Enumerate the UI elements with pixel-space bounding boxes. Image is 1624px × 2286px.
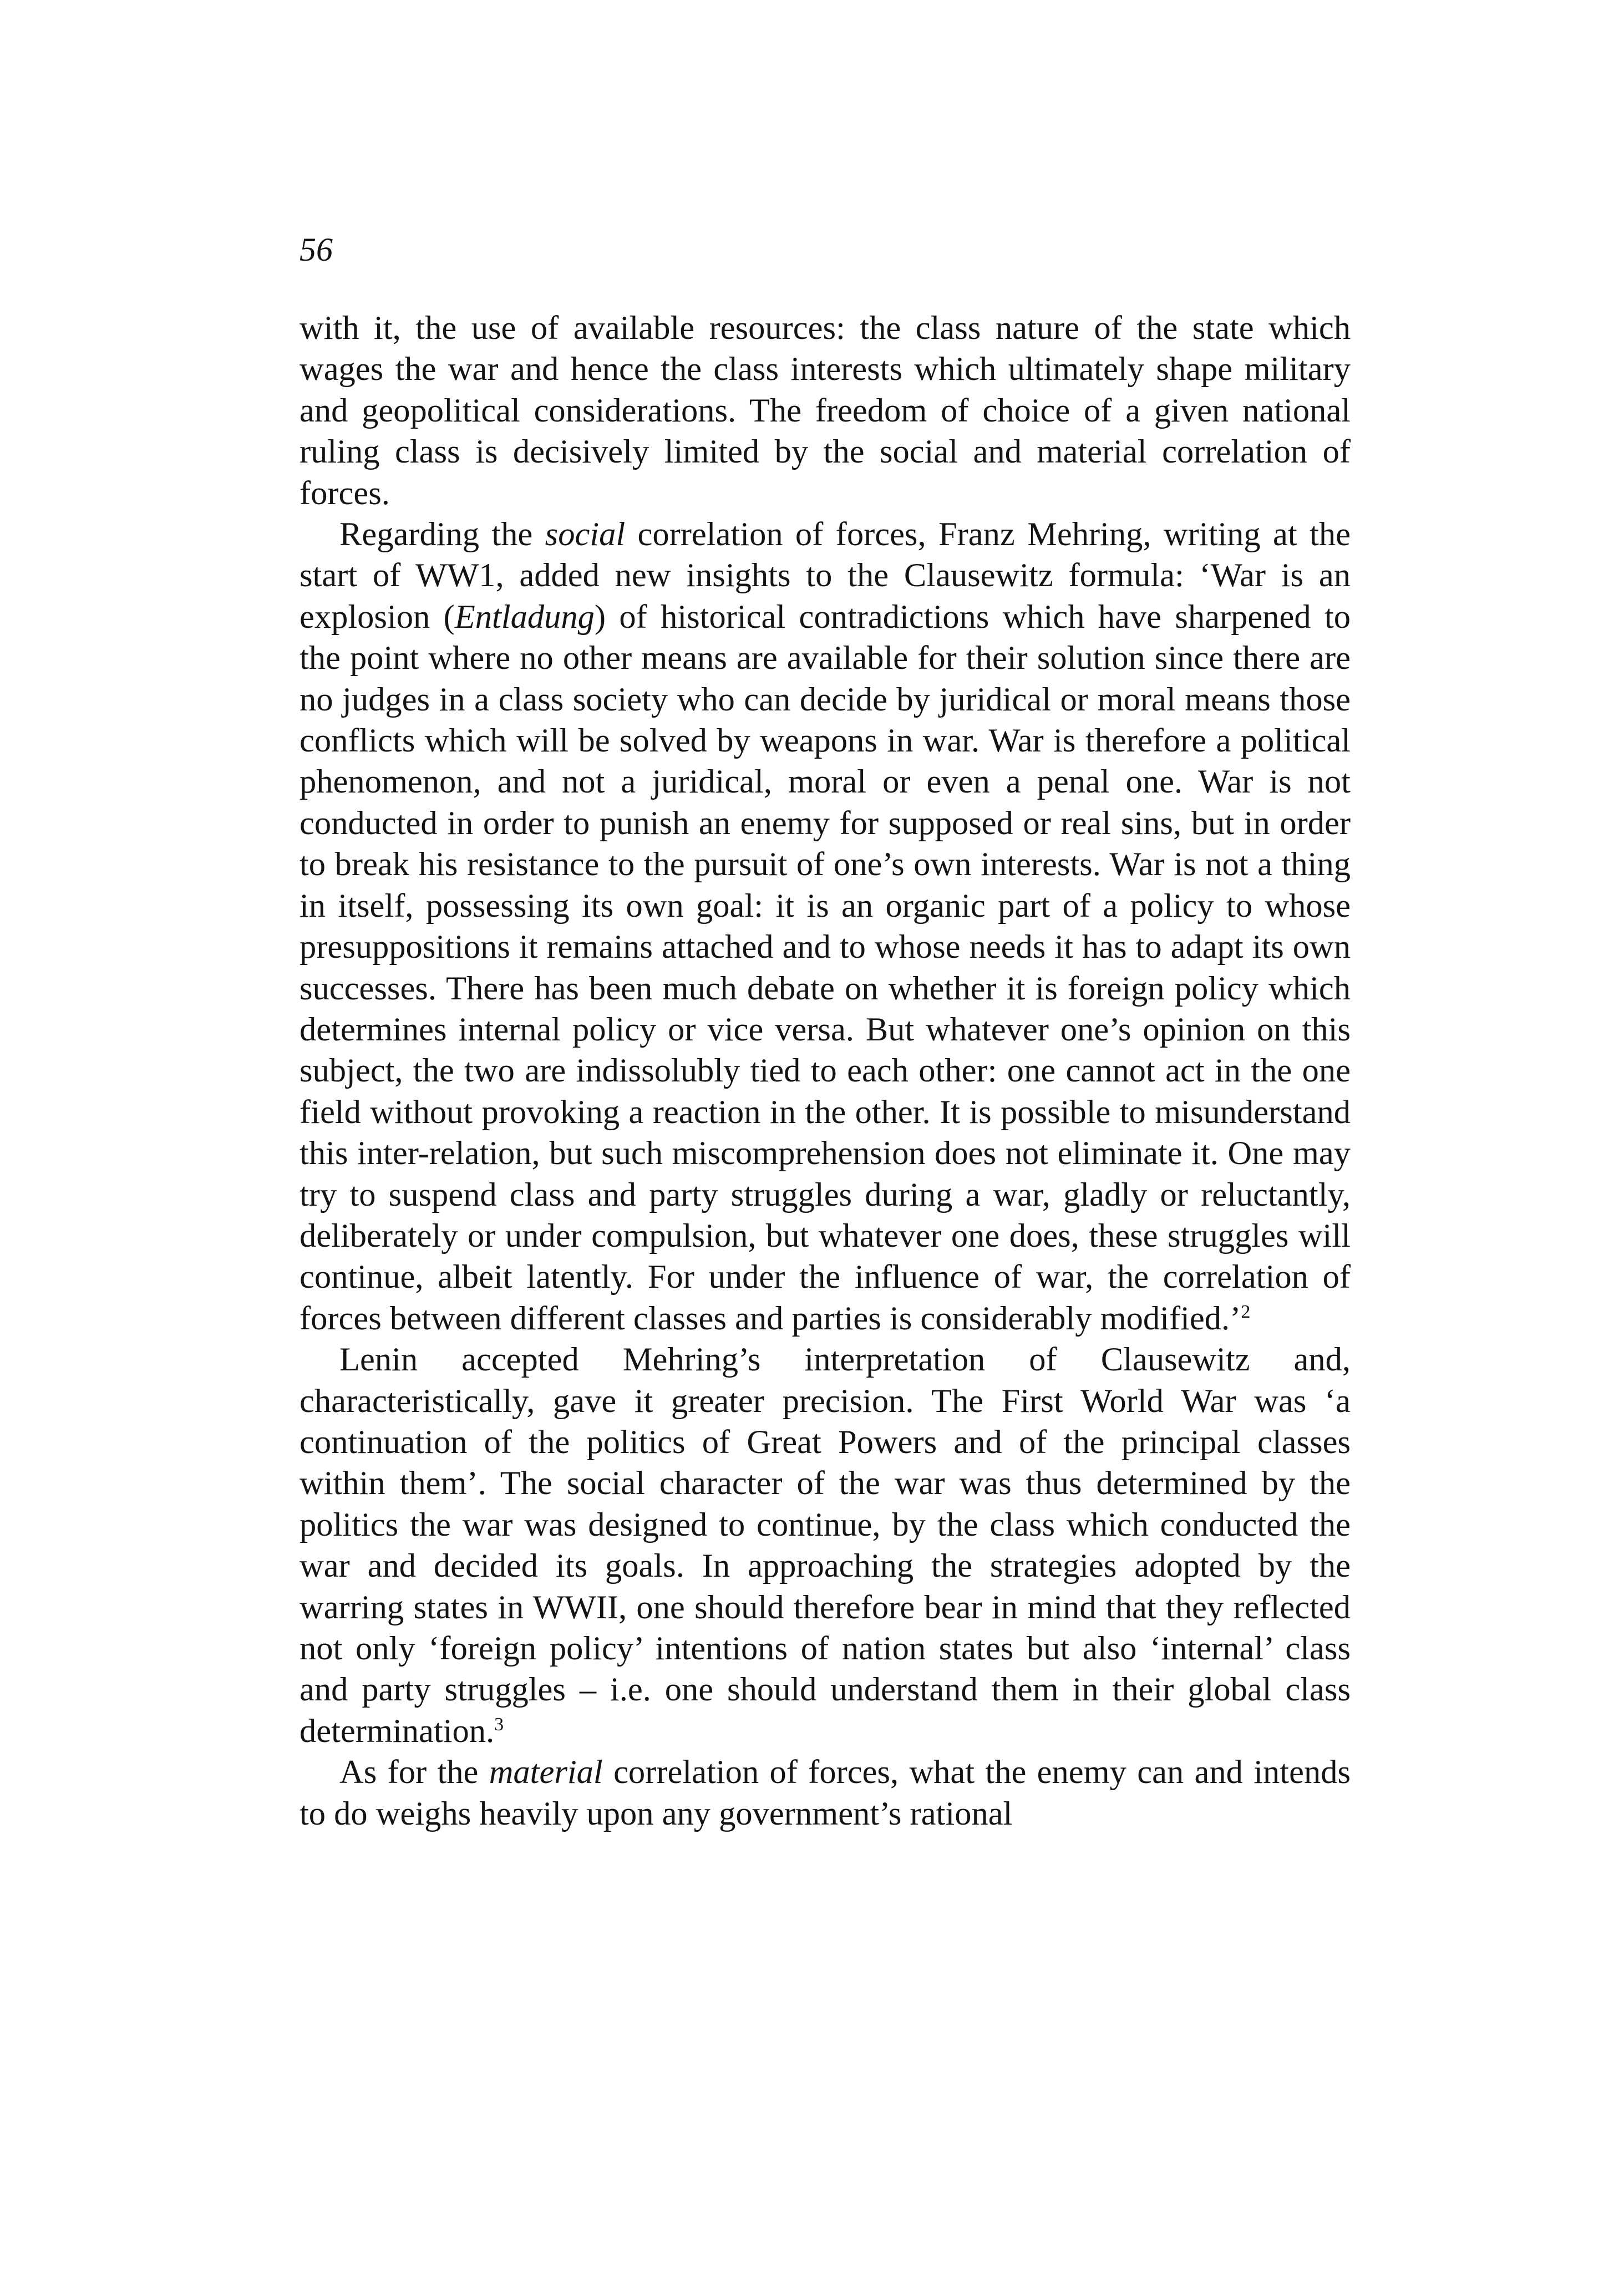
paragraph xyxy=(300,1752,1351,1835)
footnote-marker: 3 xyxy=(494,1714,504,1735)
page-number: 56 xyxy=(300,231,333,268)
italic-term: social xyxy=(545,516,626,553)
text-segment: Lenin accepted Mehring’s interpretation of Clausewitz and, characteristically, gave it greater precision. The First World War was ‘a continuation of the politics of Great Powers and of the principal classes within them’. The social character of the war was thus determined by the politics the war was designed to continue, by the class which conducted the war and decided its goals. In approaching the strategies adopted by the warring states in WWII, one should therefore bear in mind that they reflected not only ‘foreign policy’ intentions of nation states but also ‘internal’ class and party struggles – i.e. one should understand them in their global class determination. xyxy=(300,1341,1351,1750)
paragraph xyxy=(300,1339,1351,1752)
text-segment: ) of historical contradictions which have sharpened to the point where no other means are available for their solution since there are no judges in a class society who can decide by juridical or moral means those conflicts which will be solved by weapons in war. War is therefore a political phenomenon, and not a juridical, moral or even a penal one. War is not conducted in order to punish an enemy for supposed or real sins, but in order to break his resistance to the pursuit of one’s own interests. War is not a thing in itself, possessing its own goal: it is an organic part of a policy to whose presuppositions it remains attached and to whose needs it has to adapt its own successes. There has been much debate on whether it is foreign policy which determines internal policy or vice versa. But whatever one’s opinion on this subject, the two are indissolubly tied to each other: one cannot act in the one field without provoking a reaction in the other. It is possible to misunderstand this inter-relation, but such miscomprehension does not eliminate it. One may try to suspend class and party struggles during a war, gladly or reluctantly, deliberately or under compulsion, but whatever one does, these struggles will continue, albeit latently. For under the influence of war, the correlation of forces between different classes and parties is considerably modified.’ xyxy=(300,598,1351,1337)
paragraph xyxy=(300,308,1351,514)
text-segment: with it, the use of available resources: the class nature of the state which wages the war and hence the class interests which ultimately shape military and geopolitical considerations. The freedom of choice of a given national ruling class is decisively limited by the social and material correlation of forces. xyxy=(300,309,1351,512)
italic-term: material xyxy=(489,1754,603,1791)
italic-term: Entladung xyxy=(454,598,595,636)
text-segment: As for the xyxy=(339,1754,489,1791)
text-segment: Regarding the xyxy=(339,516,545,553)
paragraph xyxy=(300,514,1351,1339)
body-text xyxy=(300,308,1351,1835)
footnote-marker: 2 xyxy=(1241,1301,1251,1322)
text-segment: correlation of forces, Franz Mehring, writing at the start of WW1, added new insights to the Clausewitz formula: ‘War is an explosion ( xyxy=(300,516,1351,636)
text-segment: correlation of forces, what the enemy can and intends to do weighs heavily upon any government’s rational xyxy=(300,1754,1351,1832)
